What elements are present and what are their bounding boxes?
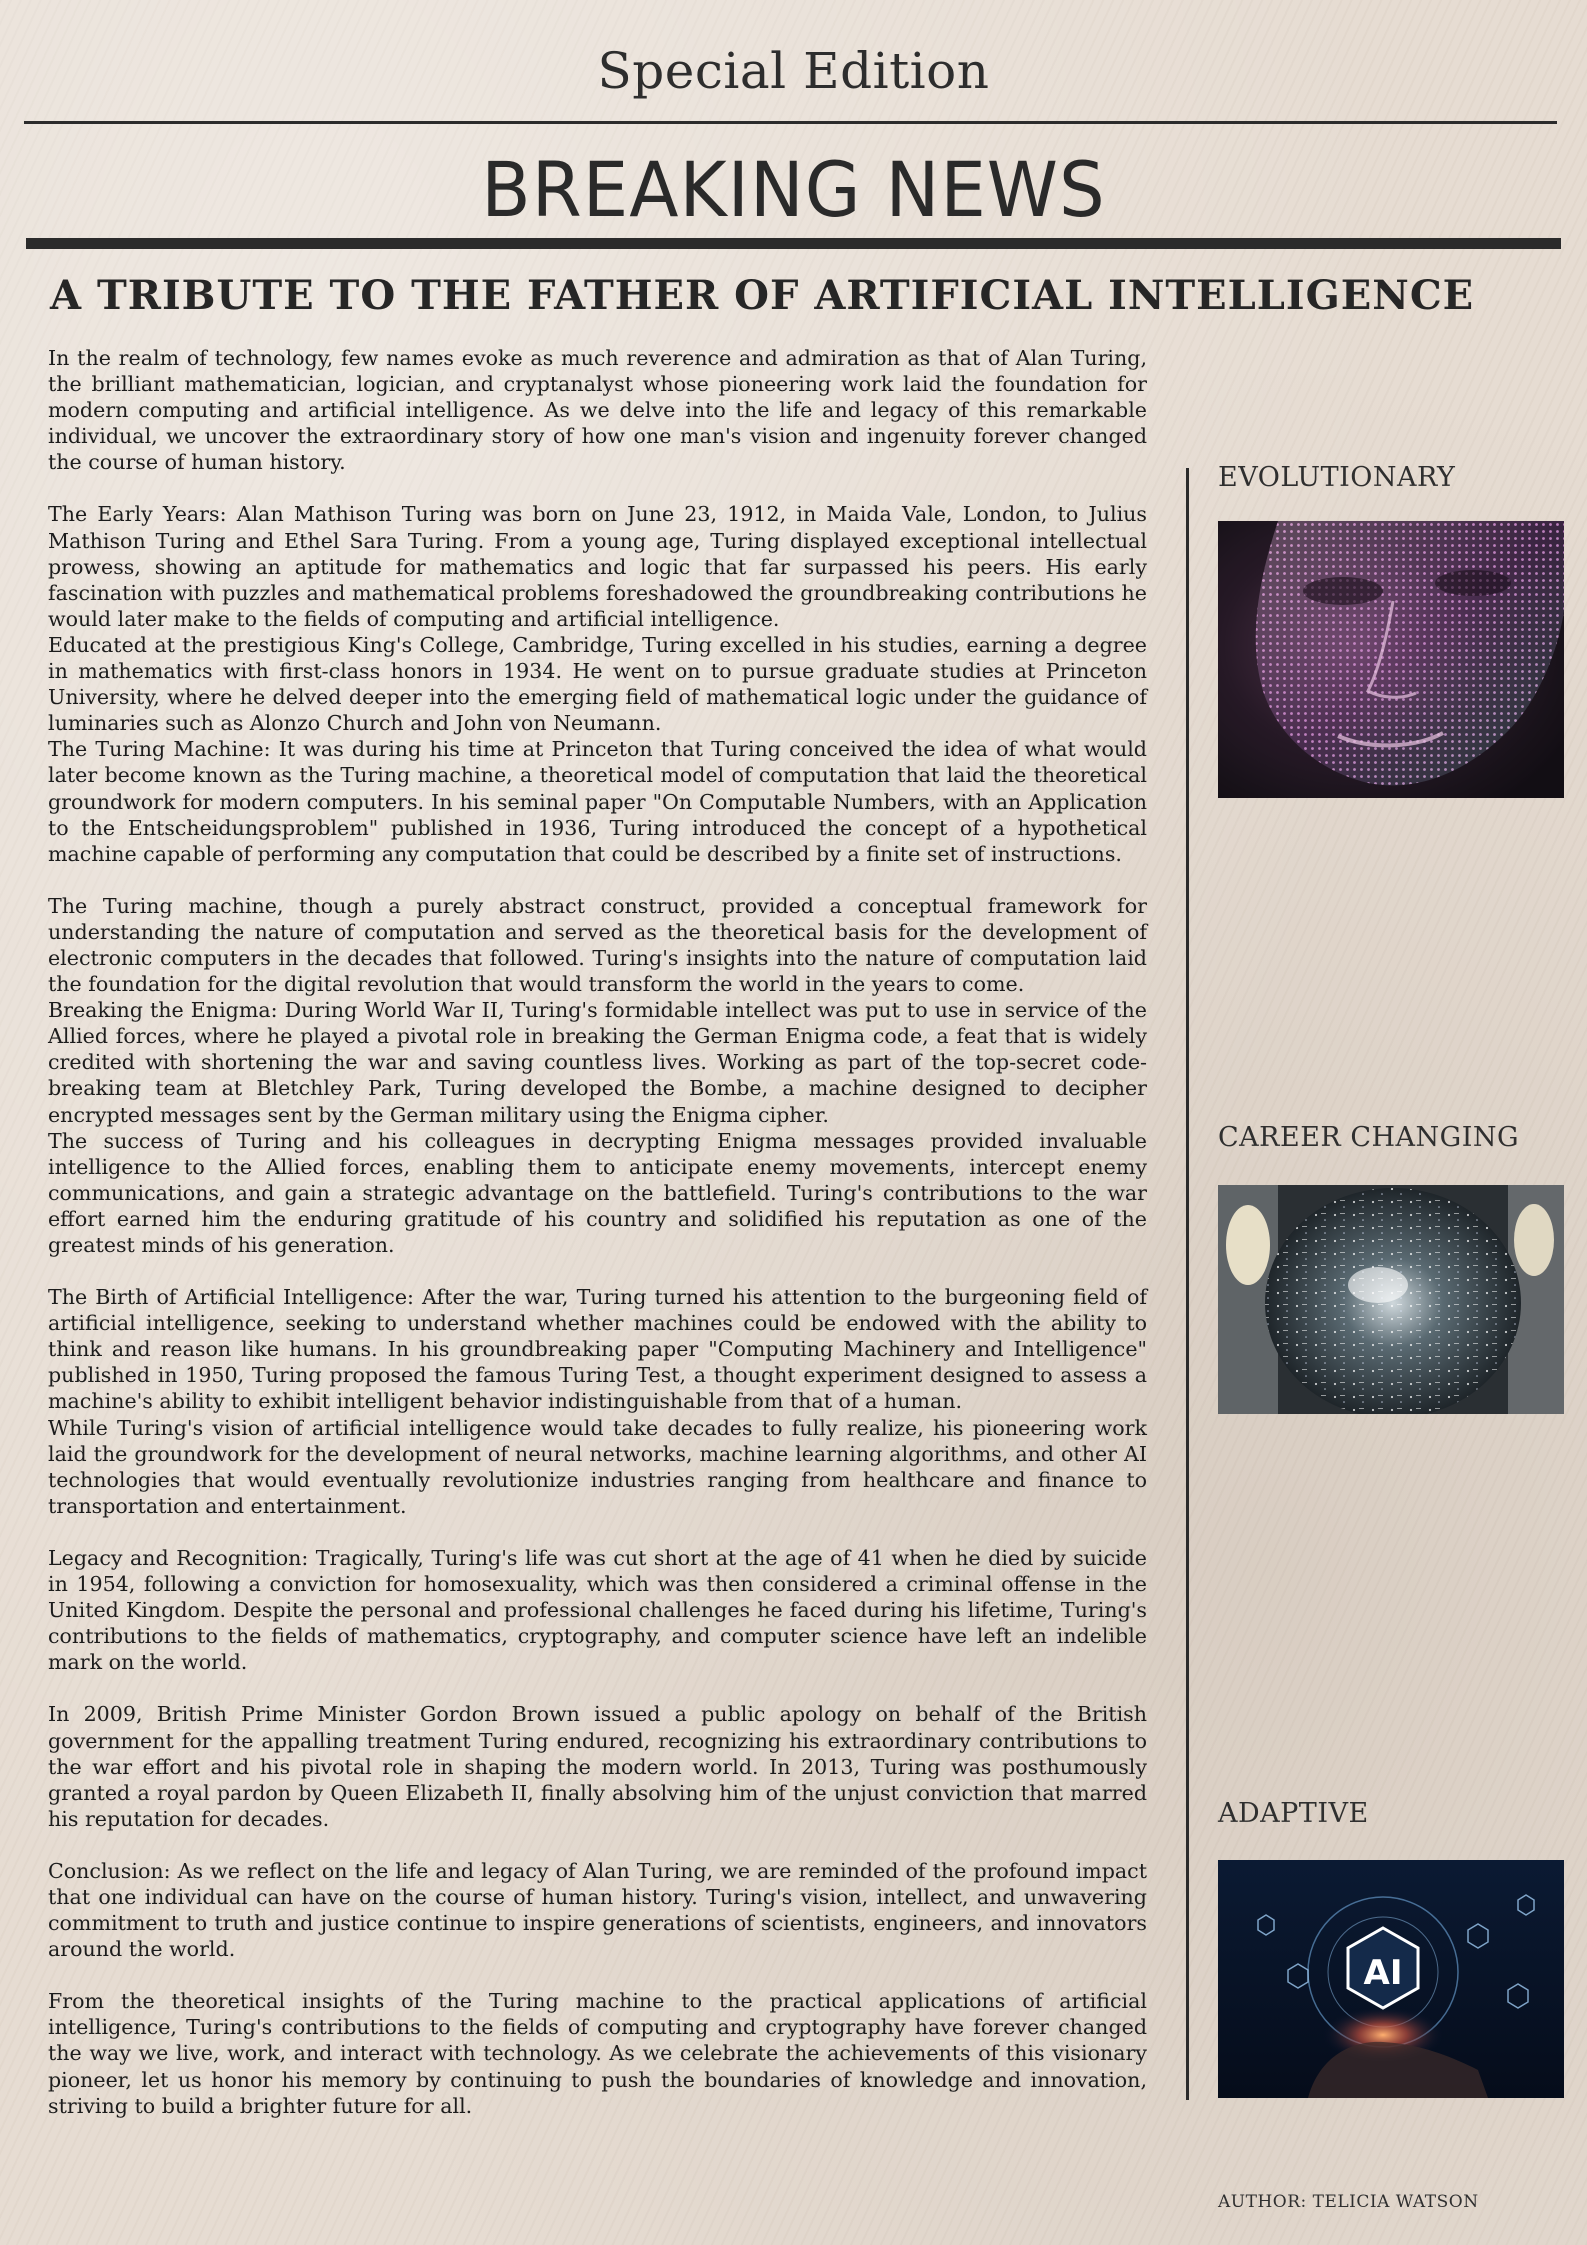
column-divider xyxy=(1186,468,1189,2100)
sidebar-label-evolutionary: EVOLUTIONARY xyxy=(1218,462,1456,493)
article-body xyxy=(48,345,1147,2119)
article-paragraph: While Turing's vision of artificial intelligence would take decades to fully realize, his pioneering work laid the groundwork for the development of neural networks, machine learning algorithms, and other AI technologies that would eventually revolutionize industries ranging from healthcare and finance to transportation and entertainment. xyxy=(48,1415,1147,1518)
article-paragraph: The Early Years: Alan Mathison Turing was born on June 23, 1912, in Maida Vale, London, to Julius Mathison Turing and Ethel Sara Turing. From a young age, Turing displayed exceptional intellectual prowess, showing an aptitude for mathematics and logic that far surpassed his peers. His early fascination with puzzles and mathematical problems foreshadowed the groundbreaking contributions he would later make to the fields of computing and artificial intelligence. xyxy=(48,502,1147,631)
astronaut-visor-image xyxy=(1218,1185,1564,1414)
article-paragraph: Educated at the prestigious King's College, Cambridge, Turing excelled in his studies, earning a degree in mathematics with first-class honors in 1934. He went on to pursue graduate studies at Princeton University, where he delved deeper into the emerging field of mathematical logic under the guidance of luminaries such as Alonzo Church and John von Neumann. xyxy=(48,632,1147,736)
article-paragraph: From the theoretical insights of the Turing machine to the practical applications of artificial intelligence, Turing's contributions to the fields of computing and cryptography have forever changed the way we live, work, and interact with technology. As we celebrate the achievements of this visionary pioneer, let us honor his memory by continuing to push the boundaries of knowledge and innovation, striving to build a brighter future for all. xyxy=(48,1989,1147,2118)
author-credit: AUTHOR: TELICIA WATSON xyxy=(1218,2192,1479,2212)
article-paragraph: The Turing Machine: It was during his time at Princeton that Turing conceived the idea of what would later become known as the Turing machine, a theoretical model of computation that laid the theoretical groundwork for modern computers. In his seminal paper "On Computable Numbers, with an Application to the Entscheidungsproblem" published in 1936, Turing introduced the concept of a hypothetical machine capable of performing any computation that could be described by a finite set of instructions. xyxy=(48,737,1147,866)
article-paragraph: In the realm of technology, few names evoke as much reverence and admiration as that of Alan Turing, the brilliant mathematician, logician, and cryptanalyst whose pioneering work laid the foundation for modern computing and artificial intelligence. As we delve into the life and legacy of this remarkable individual, we uncover the extraordinary story of how one man's vision and ingenuity forever changed the course of human history. xyxy=(48,346,1147,475)
headline-rule xyxy=(26,238,1561,249)
article-paragraph: The Turing machine, though a purely abstract construct, provided a conceptual framework for understanding the nature of computation and served as the theoretical basis for the development of electronic computers in the decades that followed. Turing's insights into the nature of computation laid the foundation for the digital revolution that would transform the world in the years to come. xyxy=(48,893,1147,997)
edition-label: Special Edition xyxy=(597,42,990,100)
article-paragraph: The success of Turing and his colleagues in decrypting Enigma messages provided invaluable intelligence to the Allied forces, enabling them to anticipate enemy movements, intercept enemy communications, and gain a strategic advantage on the battlefield. Turing's contributions to the war effort earned him the enduring gratitude of his country and solidified his reputation as one of the greatest minds of his generation. xyxy=(48,1128,1147,1257)
digital-face-image xyxy=(1218,521,1564,798)
article-paragraph: Breaking the Enigma: During World War II, Turing's formidable intellect was put to use in service of the Allied forces, where he played a pivotal role in breaking the German Enigma code, a feat that is widely credited with shortening the war and saving countless lives. Working as part of the top-secret code-breaking team at Bletchley Park, Turing developed the Bombe, a machine designed to decipher encrypted messages sent by the German military using the Enigma cipher. xyxy=(48,998,1147,1127)
article-paragraph: In 2009, British Prime Minister Gordon Brown issued a public apology on behalf of the British government for the appalling treatment Turing endured, recognizing his extraordinary contributions to the war effort and his pivotal role in shaping the modern world. In 2013, Turing was posthumously granted a royal pardon by Queen Elizabeth II, finally absolving him of the unjust conviction that marred his reputation for decades. xyxy=(48,1702,1147,1831)
svg-text:AI: AI xyxy=(1363,1953,1403,1993)
headline: BREAKING NEWS xyxy=(481,145,1106,235)
article-paragraph: The Birth of Artificial Intelligence: After the war, Turing turned his attention to the burgeoning field of artificial intelligence, seeking to understand whether machines could be endowed with the ability to think and reason like humans. In his groundbreaking paper "Computing Machinery and Intelligence" published in 1950, Turing proposed the famous Turing Test, a thought experiment designed to assess a machine's ability to exhibit intelligent behavior indistinguishable from that of a human. xyxy=(48,1285,1147,1414)
sidebar-label-adaptive: ADAPTIVE xyxy=(1218,1798,1369,1829)
masthead-rule xyxy=(24,121,1557,124)
article-paragraph: Conclusion: As we reflect on the life and legacy of Alan Turing, we are reminded of the profound impact that one individual can have on the course of human history. Turing's vision, intellect, and unwavering commitment to truth and justice continue to inspire generations of scientists, engineers, and innovators around the world. xyxy=(48,1858,1147,1962)
article-paragraph: Legacy and Recognition: Tragically, Turing's life was cut short at the age of 41 when he died by suicide in 1954, following a conviction for homosexuality, which was then considered a criminal offense in the United Kingdom. Despite the personal and professional challenges he faced during his lifetime, Turing's contributions to the fields of mathematics, cryptography, and computer science have left an indelible mark on the world. xyxy=(48,1545,1147,1675)
sidebar-label-career-changing: CAREER CHANGING xyxy=(1218,1122,1520,1153)
ai-hand-image xyxy=(1218,1860,1564,2098)
article-title: A TRIBUTE TO THE FATHER OF ARTIFICIAL INTELLIGENCE xyxy=(50,272,1475,319)
